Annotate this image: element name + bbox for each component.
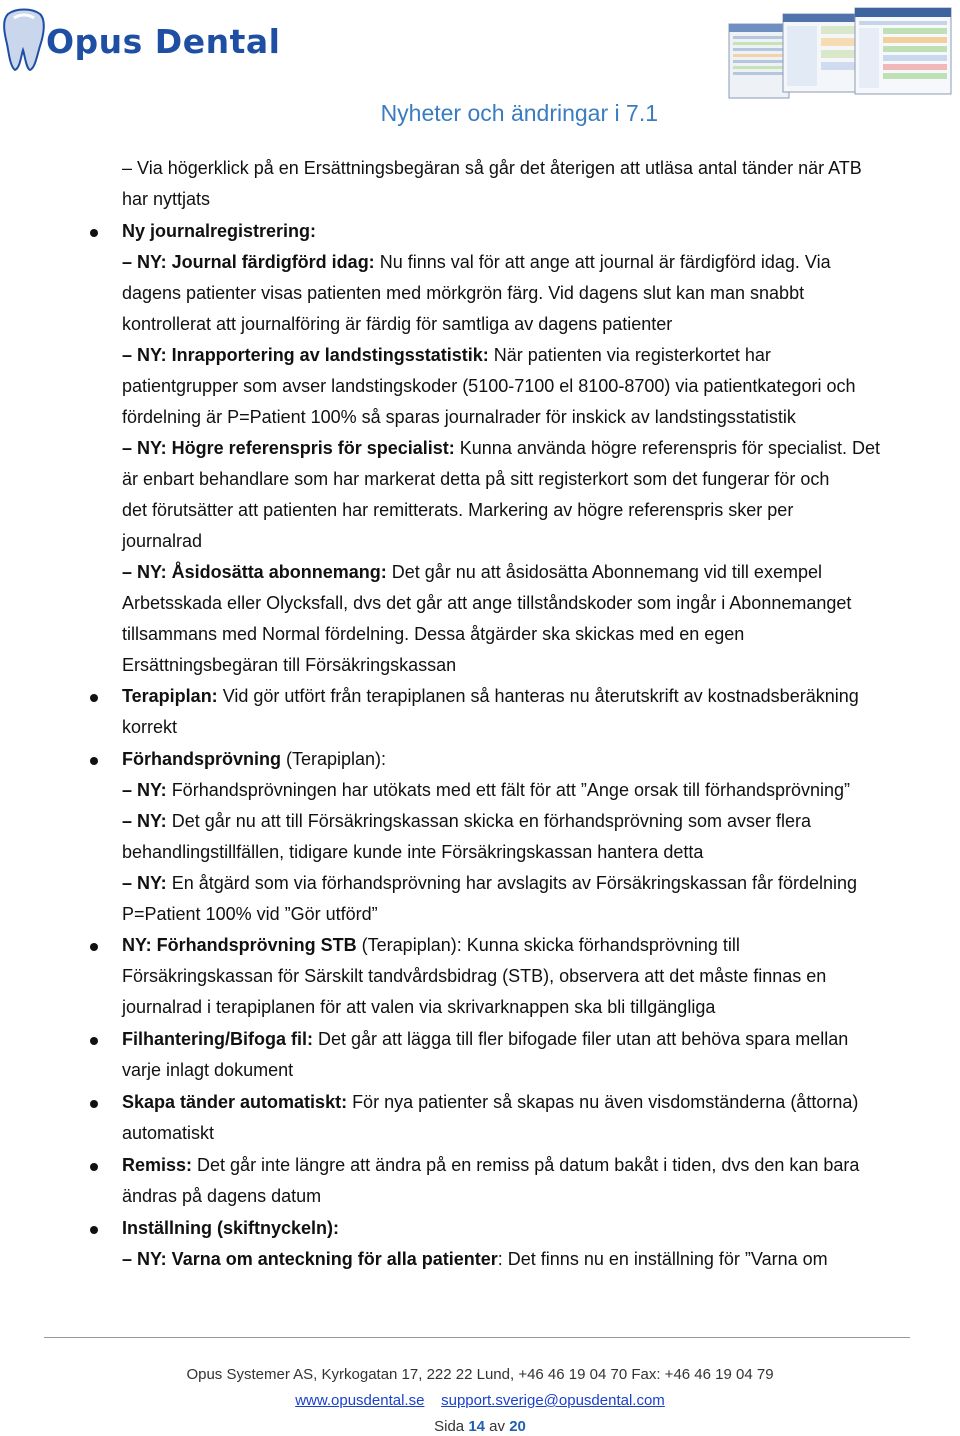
bold-text: – NY:: [122, 780, 167, 800]
text-line: [122, 500, 793, 521]
bold-text: – NY: Inrapportering av landstingsstatistik:: [122, 345, 489, 365]
bullet-point: [90, 1163, 98, 1171]
footer-divider: [44, 1337, 910, 1338]
bullet-point: [90, 1226, 98, 1234]
body-text: har nyttjats: [122, 189, 211, 209]
footer-links: [0, 1392, 960, 1409]
text-line: [122, 469, 829, 490]
body-text: kontrollerat att journalföring är färdig för samtliga av dagens patienter: [122, 314, 673, 334]
tooth-logo-icon: [2, 6, 52, 76]
body-text: är enbart behandlare som har markerat detta på sitt registerkort som det fungerar för och: [122, 469, 830, 489]
bold-text: – NY: Varna om anteckning för alla patienter: [122, 1249, 498, 1269]
body-text: Vid gör utfört från terapiplanen så hanteras nu återutskrift av kostnadsberäkning: [217, 686, 859, 706]
text-line: [122, 749, 386, 770]
bullet-point: [90, 943, 98, 951]
bold-text: – NY: Åsidosätta abonnemang:: [122, 562, 387, 582]
text-line: [122, 407, 796, 428]
text-line: [122, 438, 880, 459]
body-text: (Terapiplan): Kunna skicka förhandsprövning till: [356, 935, 740, 955]
body-text: (Terapiplan):: [281, 749, 387, 769]
text-line: [122, 686, 859, 707]
body-text: det förutsätter att patienten har remitterats. Markering av högre referenspris sker per: [122, 500, 794, 520]
text-line: [122, 1029, 848, 1050]
bold-text: – NY: Högre referenspris för specialist:: [122, 438, 455, 458]
body-text: fördelning är P=Patient 100% så sparas journalrader för inskick av landstingsstatistik: [122, 407, 796, 427]
text-line: [122, 283, 804, 304]
bold-text: Remiss:: [122, 1155, 193, 1175]
body-text: En åtgärd som via förhandsprövning har avslagits av Försäkringskassan får fördelning: [166, 873, 858, 893]
bold-text: – NY:: [122, 811, 167, 831]
body-text: : Det finns nu en inställning för ”Varna om: [497, 1249, 828, 1269]
text-line: [122, 1218, 339, 1239]
text-line: [122, 314, 672, 335]
bold-text: Skapa tänder automatiskt:: [122, 1092, 348, 1112]
opus-dental-logo: [2, 6, 332, 76]
text-line: [122, 717, 177, 738]
bullet-point: [90, 229, 98, 237]
body-text: journalrad i terapiplanen för att valen via skrivarknappen ska bli tillgängliga: [122, 997, 716, 1017]
text-line: [122, 252, 831, 273]
body-text: P=Patient 100% vid ”Gör utförd”: [122, 904, 378, 924]
bullet-point: [90, 1100, 98, 1108]
bullet-point: [90, 1037, 98, 1045]
bold-text: Terapiplan:: [122, 686, 218, 706]
body-text: patientgrupper som avser landstingskoder (5100-7100 el 8100-8700) via patientkategori och: [122, 376, 856, 396]
body-text: Förhandsprövningen har utökats med ett fält för att ”Ange orsak till förhandsprövning”: [166, 780, 851, 800]
body-text: behandlingstillfällen, tidigare kunde inte Försäkringskassan hantera detta: [122, 842, 704, 862]
text-line: [122, 624, 744, 645]
bold-text: Inställning (skiftnyckeln):: [122, 1218, 340, 1238]
text-line: [122, 966, 826, 987]
text-line: [122, 1092, 858, 1113]
bold-text: Ny journalregistrering:: [122, 221, 317, 241]
text-line: [122, 345, 771, 366]
bold-text: – NY: Journal färdigförd idag:: [122, 252, 375, 272]
text-line: [122, 873, 857, 894]
body-text: Arbetsskada eller Olycksfall, dvs det går att ange tillståndskoder som ingår i Abonnemanget: [122, 593, 852, 613]
body-text: Det går nu att till Försäkringskassan skicka en förhandsprövning som avser flera: [166, 811, 811, 831]
screenshot-collage-image: [725, 6, 955, 102]
bold-text: Filhantering/Bifoga fil:: [122, 1029, 313, 1049]
bold-text: Förhandsprövning: [122, 749, 281, 769]
body-text: Det går att lägga till fler bifogade filer utan att behöva spara mellan: [313, 1029, 849, 1049]
body-text: Det går inte längre att ändra på en remiss på datum bakåt i tiden, dvs den kan bara: [192, 1155, 860, 1175]
body-text: – Via högerklick på en Ersättningsbegäran så går det återigen att utläsa antal tänder när ATB: [122, 158, 862, 178]
section-title: Nyheter och ändringar i 7.1: [380, 100, 658, 126]
body-text: korrekt: [122, 717, 178, 737]
text-line: [122, 780, 850, 801]
page-header: [0, 0, 960, 140]
bullet-point: [90, 694, 98, 702]
body-text: För nya patienter så skapas nu även visdomständerna (åttorna): [347, 1092, 859, 1112]
bullet-point: [90, 757, 98, 765]
text-line: [122, 158, 862, 179]
footer-address: Opus Systemer AS, Kyrkogatan 17, 222 22 Lund, +46 46 19 04 70 Fax: +46 46 19 04 79: [186, 1366, 774, 1383]
body-text: varje inlagt dokument: [122, 1060, 294, 1080]
text-line: [122, 376, 855, 397]
bold-text: – NY:: [122, 873, 167, 893]
body-text: Det går nu att åsidosätta Abonnemang vid till exempel: [386, 562, 822, 582]
body-text: Ersättningsbegäran till Försäkringskassan: [122, 655, 457, 675]
logo-text: Opus Dental: [46, 22, 281, 61]
page-number: Sida 14 av 20: [434, 1418, 526, 1435]
bold-text: NY: Förhandsprövning STB: [122, 935, 357, 955]
text-line: [122, 655, 456, 676]
text-line: [122, 562, 822, 583]
text-line: [122, 1186, 321, 1207]
text-line: [122, 997, 715, 1018]
body-text: ändras på dagens datum: [122, 1186, 322, 1206]
text-line: [122, 1060, 293, 1081]
body-text: journalrad: [122, 531, 203, 551]
support-email-link[interactable]: support.sverige@opusdental.com: [441, 1392, 665, 1409]
body-text: tillsammans med Normal fördelning. Dessa åtgärder ska skickas med en egen: [122, 624, 745, 644]
text-line: [122, 904, 378, 925]
text-line: [122, 189, 210, 210]
body-text: dagens patienter visas patienten med mörkgrön färg. Vid dagens slut kan man snabbt: [122, 283, 805, 303]
text-line: [122, 531, 202, 552]
body-text: automatiskt: [122, 1123, 215, 1143]
body-text: När patienten via registerkortet har: [488, 345, 771, 365]
body-text: Försäkringskassan för Särskilt tandvårdsbidrag (STB), observera att det måste finnas en: [122, 966, 827, 986]
text-line: [122, 1249, 828, 1270]
text-line: [122, 593, 851, 614]
body-text: Nu finns val för att ange att journal är färdigförd idag. Via: [374, 252, 831, 272]
text-line: [122, 842, 703, 863]
website-link[interactable]: www.opusdental.se: [295, 1392, 425, 1409]
text-line: [122, 1155, 859, 1176]
body-text: Kunna använda högre referenspris för specialist. Det: [454, 438, 881, 458]
text-line: [122, 221, 316, 242]
text-line: [122, 935, 740, 956]
text-line: [122, 811, 811, 832]
text-line: [122, 1123, 214, 1144]
